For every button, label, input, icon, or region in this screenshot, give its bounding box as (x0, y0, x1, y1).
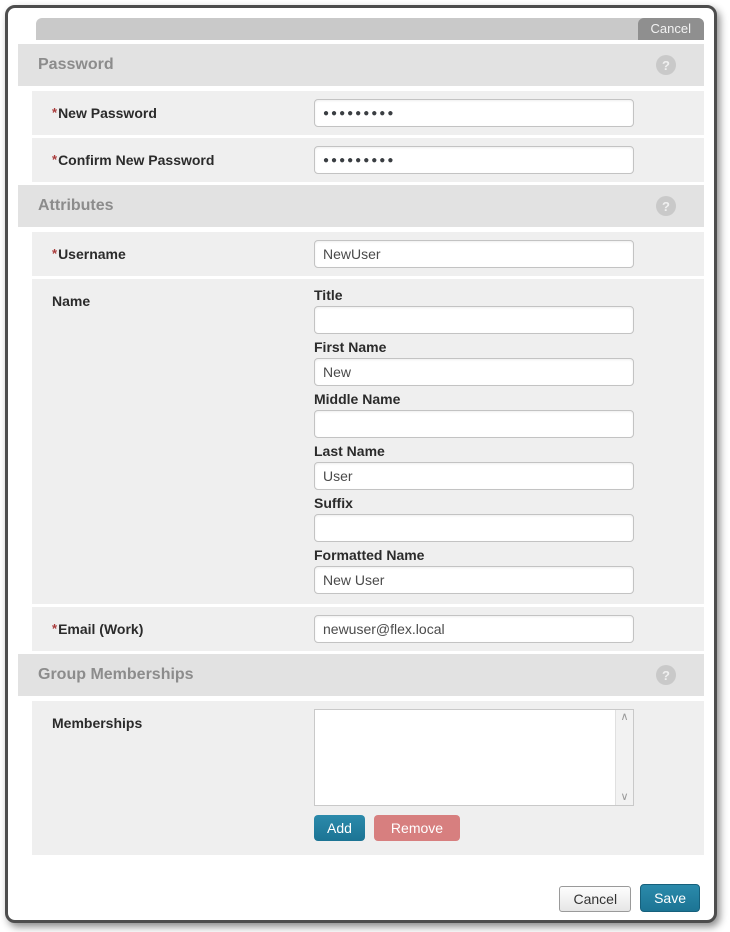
save-button[interactable]: Save (640, 884, 700, 912)
email-label-text: Email (Work) (58, 621, 144, 637)
scroll-down-icon[interactable]: ∨ (620, 791, 629, 803)
help-icon[interactable]: ? (656, 196, 676, 216)
last-name-label: Last Name (314, 443, 385, 459)
title-input[interactable] (314, 306, 634, 334)
required-asterisk: * (52, 152, 58, 167)
formatted-name-subfield (314, 547, 634, 594)
memberships-listbox[interactable] (314, 709, 634, 806)
suffix-label: Suffix (314, 495, 353, 511)
attributes-rows (32, 232, 704, 651)
name-group-row (32, 279, 704, 604)
middle-name-subfield (314, 391, 634, 438)
required-asterisk: * (52, 246, 58, 261)
memberships-buttons (314, 815, 634, 841)
help-icon[interactable]: ? (656, 665, 676, 685)
formatted-name-input[interactable] (314, 566, 634, 594)
group-memberships-section-title: Group Memberships (38, 666, 194, 683)
attributes-section-title: Attributes (38, 197, 114, 214)
footer-actions (18, 858, 704, 920)
middle-name-label: Middle Name (314, 391, 401, 407)
group-memberships-section (18, 654, 704, 855)
add-button[interactable]: Add (314, 815, 365, 841)
name-subfields (314, 287, 634, 596)
email-row (32, 607, 704, 651)
last-name-input[interactable] (314, 462, 634, 490)
password-section-header (18, 44, 704, 86)
password-rows (32, 91, 704, 182)
username-label-text: Username (58, 246, 126, 262)
confirm-password-input[interactable] (314, 146, 634, 174)
title-subfield (314, 287, 634, 334)
attributes-section-header (18, 185, 704, 227)
group-memberships-section-header (18, 654, 704, 696)
remove-button[interactable]: Remove (374, 815, 460, 841)
last-name-subfield (314, 443, 634, 490)
formatted-name-label: Formatted Name (314, 547, 425, 563)
cancel-button[interactable]: Cancel (559, 886, 631, 912)
required-asterisk: * (52, 621, 58, 636)
first-name-input[interactable] (314, 358, 634, 386)
email-label (52, 621, 314, 637)
confirm-password-label (52, 152, 314, 168)
topbar (36, 18, 704, 40)
memberships-field (314, 709, 634, 841)
first-name-subfield (314, 339, 634, 386)
suffix-subfield (314, 495, 634, 542)
suffix-input[interactable] (314, 514, 634, 542)
middle-name-input[interactable] (314, 410, 634, 438)
title-label: Title (314, 287, 343, 303)
username-input[interactable] (314, 240, 634, 268)
new-password-input[interactable] (314, 99, 634, 127)
new-password-label-text: New Password (58, 105, 157, 121)
memberships-label: Memberships (52, 715, 143, 731)
email-input[interactable] (314, 615, 634, 643)
password-section (18, 44, 704, 182)
attributes-section (18, 185, 704, 651)
username-label (52, 246, 314, 262)
user-form-window (5, 5, 717, 923)
first-name-label: First Name (314, 339, 387, 355)
name-group-label: Name (52, 293, 91, 309)
top-cancel-button[interactable]: Cancel (638, 18, 704, 40)
required-asterisk: * (52, 105, 58, 120)
new-password-label (52, 105, 314, 121)
memberships-rows (32, 701, 704, 855)
confirm-password-row (32, 138, 704, 182)
confirm-password-label-text: Confirm New Password (58, 152, 215, 168)
scroll-up-icon[interactable]: ∧ (620, 711, 629, 723)
listbox-scrollbar[interactable] (615, 710, 633, 805)
password-section-title: Password (38, 56, 114, 73)
new-password-row (32, 91, 704, 135)
help-icon[interactable]: ? (656, 55, 676, 75)
memberships-row (32, 701, 704, 855)
username-row (32, 232, 704, 276)
